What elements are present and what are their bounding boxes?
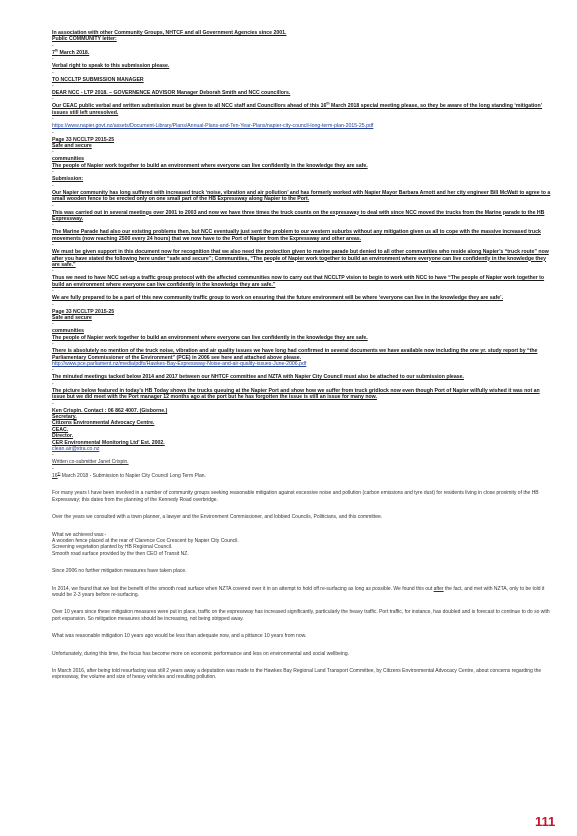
- spacer: -: [52, 400, 54, 407]
- body-paragraph: Thus we need to have NCC set-up a traffic group protocol with the affected communities now to carry out that NCCLTP vision to begin to work with NCC to have “The people of Napier work together to build an environment where everyone can live confidently in the knowledge they are safe.”: [52, 275, 545, 288]
- body-paragraph: In 2014, we found that we lost the benefit of the smooth road surface when NZTA covered over it in an attempt to hold off re-surfacing as long as possible. We found this out after the fact, and met with NZTA, only to be told it would be 2-3 years before re-surfacing.: [52, 585, 545, 598]
- body-paragraph: Over 10 years since these mitigation measures were put in place, traffic on the expressway has increased significantly, particularly the heavy traffic. Port traffic, for instance, has doubled and is forecast to continue to do so with port expansion. So mitigation measures should be increasing, not being stripped away.: [52, 609, 550, 622]
- signature-title: Director.: [52, 433, 74, 440]
- spacer: -: [52, 182, 54, 189]
- intro-line: In association with other Community Groups, NHTCF and all Government Agencies since 2001.: [52, 30, 287, 36]
- page-reference: Page 33 NCCLTP 2015-25: [52, 136, 115, 143]
- spacer: -: [52, 301, 54, 308]
- signature-org: Citizens Environmental Advocacy Centre.: [52, 420, 155, 427]
- achievement-item: A wooden fence placed at the rear of Clarence Cox Crescent by Napier City Council.: [52, 537, 239, 544]
- spacer: -: [52, 116, 54, 123]
- signature-company: CER Environmental Monitoring Ltd’ Est. 2002.: [52, 439, 165, 446]
- letter-date: 7th March 2018.: [52, 48, 90, 56]
- spacer: -: [52, 341, 54, 348]
- intro-subline: Public COMMUNITY letter:: [52, 36, 117, 43]
- body-paragraph: The minuted meetings tacked below 2014 and 2017 between our NHTCF committee and NZTA with Napier City Council must also be attached to our submission please.: [52, 374, 464, 381]
- verbal-request: Verbal right to speak to this submission please.: [52, 63, 170, 70]
- document-page: [52, 30, 552, 681]
- body-paragraph: Since 2006 no further mitigation measures have taken place.: [52, 568, 187, 575]
- spacer: -: [52, 380, 54, 387]
- body-paragraph: We are fully prepared to be a part of this new community traffic group to work on ensuring that the future environment will be where ‘everyone can live in the knowledge they are safe’.: [52, 295, 504, 302]
- spacer: -: [52, 202, 54, 209]
- spacer: -: [52, 129, 54, 136]
- achievement-item: Smooth road surface provided by the then CEO of Transit NZ.: [52, 550, 189, 557]
- spacer: -: [52, 149, 54, 156]
- vision-statement: The people of Napier work together to build an environment where everyone can live confidently in the knowledge they are safe.: [52, 162, 368, 169]
- co-submitter: Written co-submitter Janet Crispin.: [52, 459, 129, 466]
- body-paragraph: The Marine Parade had also our existing problems then, but NCC eventually just sent the problem to our western suburbs without any mitigation given us all to cope with the massive increased truck movements (now reaching 2500 every 24 hours) that we now have to the Port of Napier from the Expressway and other areas.: [52, 229, 541, 242]
- signature-title: Secretary.: [52, 414, 77, 421]
- achievement-item: Screening vegetation planted by HB Regional Council.: [52, 544, 173, 551]
- ceac-paragraph: Our CEAC public verbal and written submission must be given to all NCC staff and Councillors ahead of this 16th March 2018 special meeting please, so they be aware of the long standing ‘mitigation’ issues still left unresolved.: [52, 101, 543, 116]
- section-subheading: communities: [52, 156, 84, 163]
- page-reference: Page 33 NCCLTP 2015-25: [52, 308, 115, 315]
- spacer: -: [52, 222, 54, 229]
- vision-statement: The people of Napier work together to build an environment where everyone can live confidently in the knowledge they are safe.: [52, 334, 368, 341]
- spacer: -: [52, 169, 54, 176]
- page-number: 111: [535, 814, 556, 829]
- body-paragraph: Over the years we consulted with a town planner, a lawyer and the Environment Commissioner, and lobbied Councils, Politicians, and this committee.: [52, 514, 383, 521]
- body-paragraph: We must be given support in this document now for recognition that we also need the protection given to marine parade but denied to all other communities who reside along Napier’s “truck route” now after you have stated the following here under “safe and secure”; Communities, “The people of Napier work together to build an environment where everyone can live confidently in the knowledge they are safe.”: [52, 249, 549, 268]
- spacer: -: [52, 42, 54, 49]
- section-subheading: communities: [52, 328, 84, 335]
- body-paragraph: What was reasonable mitigation 10 years ago would be less than adequate now, and a pittance 10 years from now.: [52, 633, 307, 640]
- body-paragraph: The picture below featured in today’s HB Today shows the trucks queuing at the Napier Port and show how we suffer from truck gridlock now even though Port of Napier wilfully wished it was not an issue but we did meet with the Port manager 12 months ago at the port but he has forgotten the issue is still an issue for many now.: [52, 387, 540, 401]
- spacer: -: [52, 288, 54, 295]
- spacer: -: [52, 56, 54, 63]
- addressee: TO NCCLTP SUBMISSION MANAGER: [52, 76, 144, 83]
- submission-heading: Submission:: [52, 176, 84, 183]
- spacer: -: [52, 452, 54, 459]
- spacer: -: [52, 465, 54, 472]
- spacer: -: [52, 367, 54, 374]
- section-heading: Safe and secure: [52, 314, 92, 321]
- body-paragraph: In March 2016, after being told resurfacing was still 2 years away a deputation was made to the Hawkes Bay Regional Land Transport Committee, by Citizens Environmental Advocacy Centre, about concerns regarding the expressway, the volume and size of heavy vehicles and resulting pollution.: [52, 667, 542, 681]
- signature-email-link[interactable]: clean.air@xtra.co.nz: [52, 446, 100, 453]
- body-paragraph: For many years I have been involved in a number of community groups seeking reasonable mitigation against excessive noise and pollution (carbon emissions and tyre dust) for residents living in close proximity of the HB Expressway; this dates from the planning of the Kennedy Road overbridge.: [52, 490, 539, 503]
- spacer: -: [52, 268, 54, 275]
- spacer: -: [52, 321, 54, 328]
- signature-org-abbrev: CEAC.: [52, 426, 69, 433]
- section-heading: Safe and secure: [52, 143, 92, 150]
- spacer: -: [52, 242, 54, 249]
- spacer: -: [52, 69, 54, 76]
- spacer: -: [52, 96, 54, 103]
- spacer: -: [52, 83, 54, 90]
- body-paragraph: Unfortunately, during this time, the focus has become more on economic performance and less on environmental and social wellbeing.: [52, 650, 350, 657]
- salutation: DEAR NCC - LTP 2018. – GOVERNENCE ADVISOR Manager Deborah Smith and NCC councillors.: [52, 90, 291, 97]
- ltp-document-link[interactable]: https://www.napier.govt.nz/assets/Document-Library/Plans/Annual-Plans-and-Ten-Year-Plans/napier-city-council-long-term-plan-2015-25.pdf: [52, 123, 374, 130]
- body-paragraph: This was carried out in several meetings over 2001 to 2003 and now we have three times the truck counts on the expressway to deal with since NCC moved the trucks from the Marine parade to the HB Expressway.: [52, 209, 545, 222]
- pce-report-link[interactable]: http://www.pce.parliament.nz/media/pdfs/Hawkes-Bay-Expressway-Noise-and-air-quality-issues-June-2006.pdf: [52, 361, 307, 367]
- body-paragraph: There is absolutely no mention of the truck noise, vibration and air quality issues we have long had confirmed in several documents we have available now including the one yr. study report by “the Parliamentary Commissioner of the Environment” (PCE) in 2006 see here and attached above please.: [52, 348, 538, 361]
- body-paragraph: Our Napier community has long suffered with increased truck ‘noise, vibration and air pollution’ and has formerly worked with Napier Mayor Barbara Arnott and her city engineer Bill McWatt to agree to a small wooden fence to be erected only on one small part of the HB Expressway along Napier to the Port.: [52, 189, 551, 203]
- achievements-heading: What we achieved was:-: [52, 531, 107, 538]
- second-submission-title: 16th March 2018 - Submission to Napier City Council Long Term Plan.: [52, 471, 206, 479]
- signature-name: Ken Crispin. Contact : 06 862 4007. (Gisborne.): [52, 407, 168, 414]
